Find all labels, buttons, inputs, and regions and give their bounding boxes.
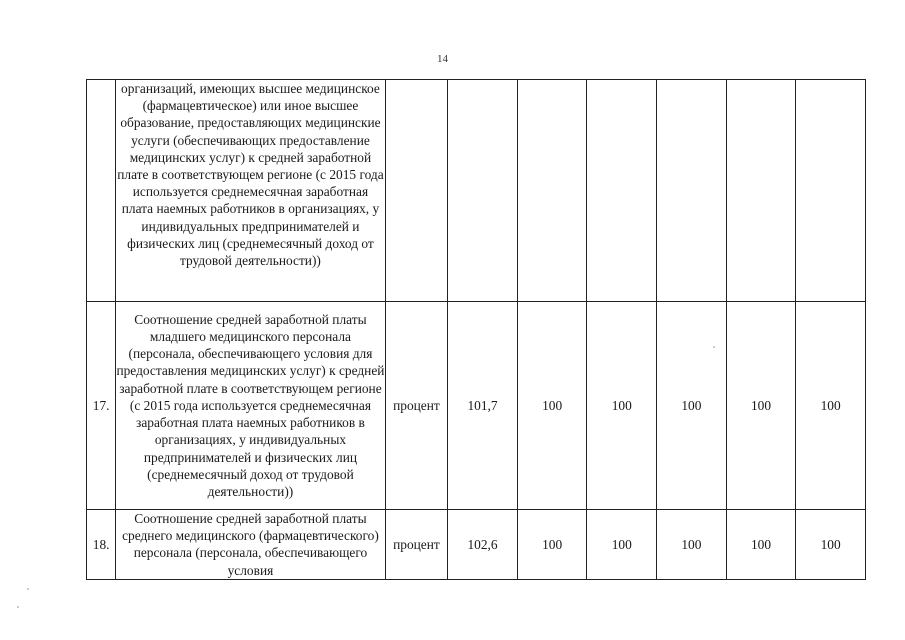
value-cell: 100 bbox=[517, 302, 587, 510]
unit-cell bbox=[385, 80, 448, 302]
value-cell bbox=[587, 80, 657, 302]
row-number bbox=[87, 80, 116, 302]
value-cell: 100 bbox=[726, 510, 796, 580]
value-cell bbox=[796, 80, 866, 302]
indicator-name bbox=[116, 510, 385, 580]
table-row bbox=[87, 302, 866, 510]
unit-cell: процент bbox=[385, 302, 448, 510]
table-row bbox=[87, 510, 866, 580]
scan-speck bbox=[17, 606, 19, 608]
unit-cell: процент bbox=[385, 510, 448, 580]
value-cell: 100 bbox=[587, 510, 657, 580]
value-cell bbox=[657, 80, 727, 302]
scan-speck bbox=[713, 346, 715, 348]
value-cell bbox=[517, 80, 587, 302]
value-cell: 100 bbox=[657, 510, 727, 580]
page-number: 14 bbox=[437, 53, 448, 65]
value-cell bbox=[726, 80, 796, 302]
indicator-name bbox=[116, 80, 385, 302]
value-cell: 100 bbox=[657, 302, 727, 510]
value-cell: 100 bbox=[796, 302, 866, 510]
indicator-name-text: организаций, имеющих высшее медицинское (фармацевтическое) или иное высшее образование, предоставляющих медицинские услуги (обеспечивающих предоставление медицинских услуг) к средней заработной плате в соответствующем регионе (с 2015 года используется среднемесячная заработная плата наемных работников в организациях, у индивидуальных предпринимателей и физических лиц (среднемесячный доход от трудовой деятельности)) bbox=[117, 81, 384, 269]
value-cell: 101,7 bbox=[448, 302, 518, 510]
row-number: 18. bbox=[87, 510, 116, 580]
indicator-name-text: Соотношение средней заработной платы среднего медицинского (фармацевтического) персонала (персонала, обеспечивающего условия bbox=[122, 511, 379, 578]
scan-speck bbox=[27, 588, 29, 590]
indicators-table bbox=[86, 79, 866, 580]
value-cell: 100 bbox=[726, 302, 796, 510]
row-number: 17. bbox=[87, 302, 116, 510]
value-cell: 100 bbox=[587, 302, 657, 510]
indicator-name bbox=[116, 302, 385, 510]
table-row bbox=[87, 80, 866, 302]
indicator-name-text: Соотношение средней заработной платы младшего медицинского персонала (персонала, обеспечивающего условия для предоставления медицинских услуг) к средней заработной плате в соответствующем регионе (с 2015 года используется среднемесячная заработная плата наемных работников в организациях, у индивидуальных предпринимателей и физических лиц (среднемесячный доход от трудовой деятельности)) bbox=[116, 311, 385, 499]
value-cell: 100 bbox=[796, 510, 866, 580]
value-cell bbox=[448, 80, 518, 302]
value-cell: 100 bbox=[517, 510, 587, 580]
value-cell: 102,6 bbox=[448, 510, 518, 580]
